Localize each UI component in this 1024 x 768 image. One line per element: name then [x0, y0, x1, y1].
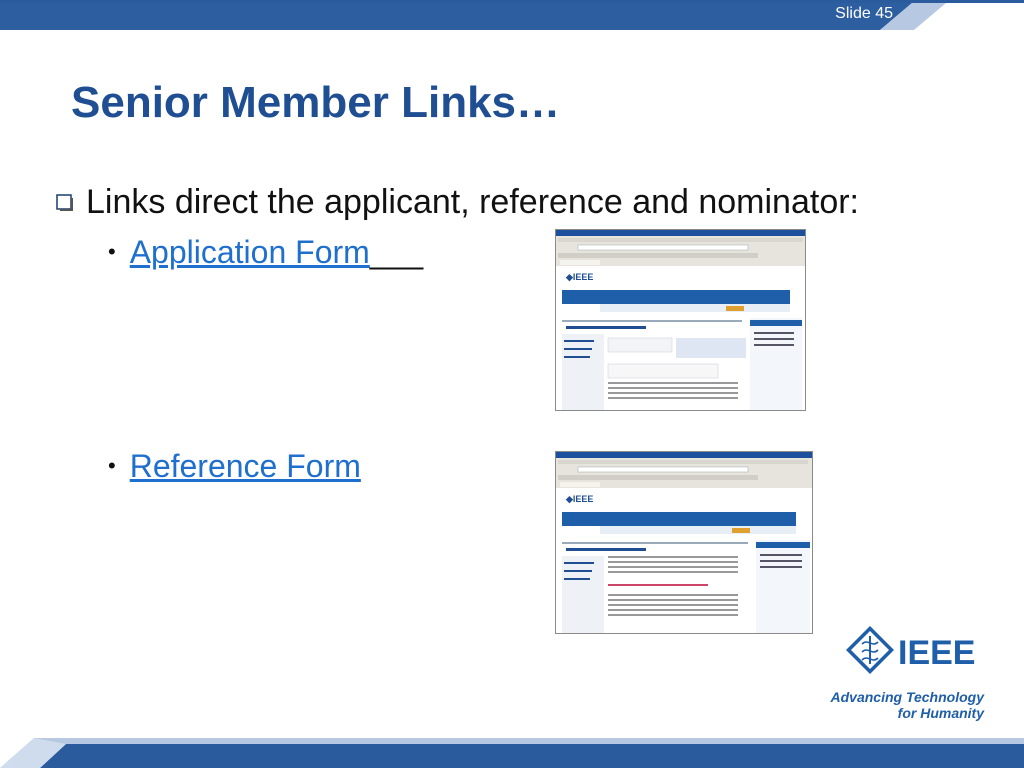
bottom-band [0, 724, 1024, 768]
application-form-screenshot [555, 229, 806, 411]
svg-text:◆IEEE: ◆IEEE [566, 272, 594, 282]
logo-tagline-line1: Advancing Technology [830, 689, 984, 705]
reference-form-link[interactable]: Reference Form [129, 448, 361, 484]
screenshot-image [556, 230, 805, 410]
screenshot-image [556, 452, 812, 633]
main-bullet-text: Links direct the applicant, reference and nominator: [86, 183, 860, 221]
list-item-application [108, 234, 423, 271]
ieee-logo-image [830, 620, 990, 730]
application-form-link[interactable]: Application Form [129, 234, 370, 270]
logo-wordmark: IEEE [898, 634, 976, 672]
application-form-underline: ___ [369, 234, 424, 270]
reference-form-screenshot [555, 451, 813, 634]
slide-number: Slide 45 [835, 5, 893, 22]
slide-title: Senior Member Links… [71, 78, 561, 127]
ieee-logo [830, 620, 990, 730]
bullet-dot-icon: • [108, 239, 116, 264]
logo-tagline-line2: for Humanity [897, 705, 984, 721]
svg-text:◆IEEE: ◆IEEE [566, 494, 594, 504]
main-bullet [56, 183, 859, 222]
bullet-dot-icon: • [108, 453, 116, 478]
list-item-reference [108, 448, 361, 485]
checkbox-bullet-icon [56, 194, 74, 212]
